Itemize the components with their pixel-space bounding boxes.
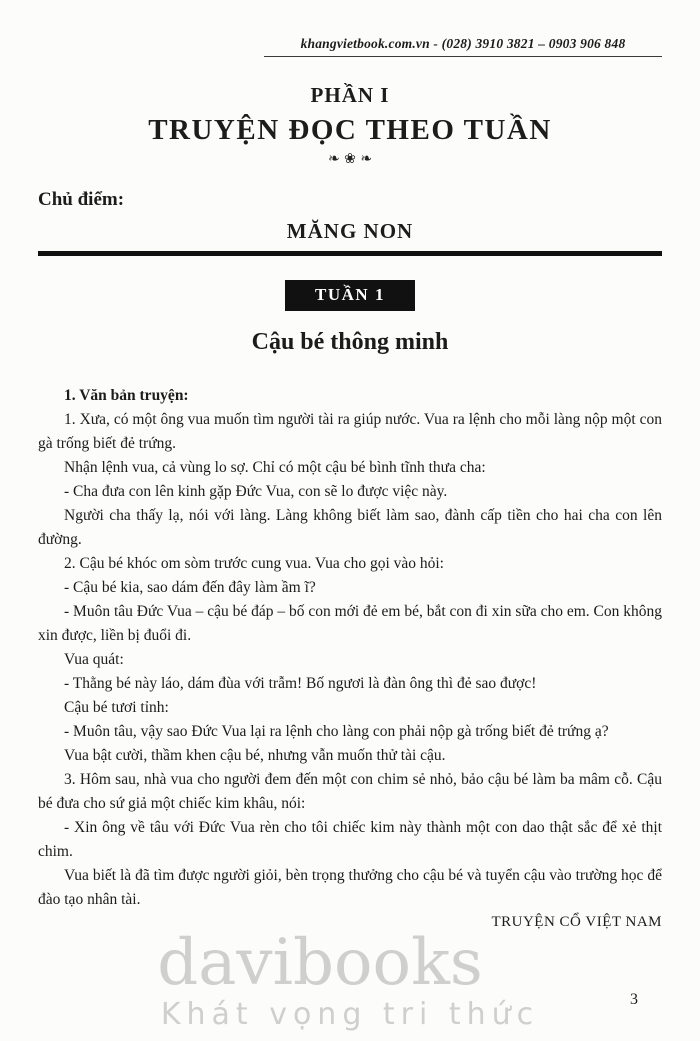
book-series-title: TRUYỆN CỔ VIỆT NAM [491,914,662,930]
paragraph: - Cha đưa con lên kinh gặp Đức Vua, con sẽ lo được việc này. [64,483,448,500]
ornament-icon: ❧ ❀ ❧ [327,151,373,167]
paragraph: 1. Văn bản truyện: [64,387,189,404]
topic-label: Chủ điểm: [38,189,125,210]
paragraph: Cậu bé tươi tỉnh: [64,699,169,716]
paragraph: 2. Cậu bé khóc om sòm trước cung vua. Vua cho gọi vào hỏi: [64,555,444,572]
paragraph: Vua quát: [64,651,124,668]
body-text [38,384,662,912]
watermark [0,926,700,1041]
paragraph: - Cậu bé kia, sao dám đến đây làm ầm ĩ? [64,579,316,596]
paragraph: - Muôn tâu, vậy sao Đức Vua lại ra lệnh cho làng con phải nộp gà trống biết đẻ trứng ạ? [64,723,609,740]
part-label: PHẦN I [310,83,390,107]
page-number: 3 [630,991,638,1008]
week-badge: TUẦN 1 [285,280,415,311]
part-title: TRUYỆN ĐỌC THEO TUẦN [148,114,552,146]
paragraph: - Thằng bé này láo, dám đùa với trẫm! Bố ngươi là đàn ông thì đẻ sao được! [64,675,537,692]
paragraph: Người cha thấy lạ, nói với làng. Làng không biết làm sao, đành cấp tiền cho hai cha con lên đường. [38,507,662,548]
watermark-slogan-text: Khát vọng tri thức [160,997,540,1032]
watermark-logo-text: davibooks [157,926,483,1000]
section-divider-rule [38,251,662,256]
paragraph: Nhận lệnh vua, cả vùng lo sợ. Chỉ có một cậu bé bình tĩnh thưa cha: [64,459,486,476]
publisher-contact-line: khangvietbook.com.vn - (028) 3910 3821 – 0903 906 848 [264,36,662,57]
paragraph: - Muôn tâu Đức Vua – cậu bé đáp – bố con mới đẻ em bé, bắt con đi xin sữa cho em. Con không xin được, liền bị đuổi đi. [38,603,663,644]
paragraph: - Xin ông về tâu với Đức Vua rèn cho tôi chiếc kim này thành một con dao thật sắc để xẻ thịt chim. [38,819,662,860]
story-title: Cậu bé thông minh [251,329,449,355]
paragraph: Vua bật cười, thầm khen cậu bé, nhưng vẫn muốn thử tài cậu. [64,747,446,764]
paragraph: 3. Hôm sau, nhà vua cho người đem đến một con chim sẻ nhỏ, bảo cậu bé làm ba mâm cỗ. Cậu bé đưa cho sứ giả một chiếc kim khâu, nói: [38,771,662,812]
paragraph: Vua biết là đã tìm được người giỏi, bèn trọng thưởng cho cậu bé và tuyển cậu vào trường học để đào tạo nhân tài. [38,867,662,908]
topic-name: MĂNG NON [286,219,414,243]
paragraph: 1. Xưa, có một ông vua muốn tìm người tài ra giúp nước. Vua ra lệnh cho mỗi làng nộp một con gà trống biết đẻ trứng. [38,411,662,452]
